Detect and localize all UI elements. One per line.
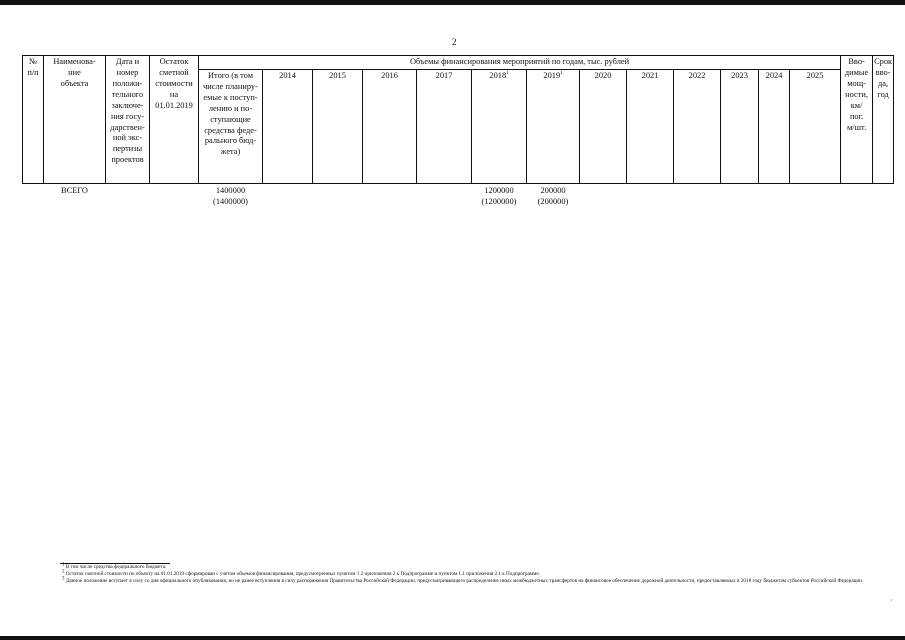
footnote-3: $^3$ Данное положение вступает в силу со дня официального опубликования, но не ранее вступления в силу распоряжения Правительства Российской Федерации, предусматривающего распределение иных межбюджетных трансфертов на финансовое обеспечение дорожной деятельности, предоставляемых в 2018 году бюджетам субъектов Российской Федерации. (62, 576, 864, 585)
header-financing-volumes: Объемы финансирования мероприятий по годам, тыс. рублей (199, 56, 841, 70)
header-year-2020: 2020 (580, 69, 627, 183)
header-year-2018: 2018$^1$ (472, 69, 527, 183)
top-border (0, 0, 905, 5)
scan-speck: · (890, 596, 893, 605)
table-row-total (23, 183, 894, 209)
header-total: Итого (в том числе планиру- емые к поступ- лению и по- ступающие средства феде- рального бюд- жета) (199, 69, 263, 183)
value-2018: 1200000 (1200000) (481, 185, 517, 206)
header-year-2024: 2024 (759, 69, 790, 183)
financing-table (22, 55, 894, 209)
header-cost-remainder: Остаток сметной стоимости на 01.01.2019 (150, 56, 199, 184)
header-year-2023: 2023 (721, 69, 759, 183)
footnotes (22, 564, 892, 585)
header-object-name: Наименова- ние объекта (44, 56, 106, 184)
header-year-2019: 2019$^1$ (527, 69, 580, 183)
value-2019: 200000 (200000) (537, 185, 569, 206)
header-num: № п/п (23, 56, 44, 184)
bottom-border (0, 636, 905, 640)
header-year-2022: 2022 (674, 69, 721, 183)
header-year-2017: 2017 (417, 69, 472, 183)
header-year-2014: 2014 (263, 69, 313, 183)
header-expertise-date: Дата и номер положи- тельного заключе- ния госу- дарствен- ной экс- пертизы проектов (106, 56, 150, 184)
header-year-2016: 2016 (363, 69, 417, 183)
header-year-2025: 2025 (790, 69, 841, 183)
header-year-2015: 2015 (313, 69, 363, 183)
total-label: ВСЕГО (61, 185, 88, 195)
header-capacity: Вво- димые мощ- ности, км/ пог. м/шт. (841, 56, 873, 184)
footnote-1: $^1$ В том числе средства федерального бюджета. (62, 562, 167, 570)
footnote-2: $^2$ Остаток сметной стоимости по объекту на 01.01.2019 сформирован с учетом объемов финансирования, предусмотренных пунктом 1.2 приложения 2 к Подпрограмме и пунктом 1.1 приложения 2.1 к Подпрограмме. (62, 569, 541, 578)
total-value: 1400000 (1400000) (213, 185, 248, 206)
header-year-2021: 2021 (627, 69, 674, 183)
page-number: 2 (452, 37, 457, 47)
header-commissioning-term: Срок вво- да, год (873, 56, 894, 184)
